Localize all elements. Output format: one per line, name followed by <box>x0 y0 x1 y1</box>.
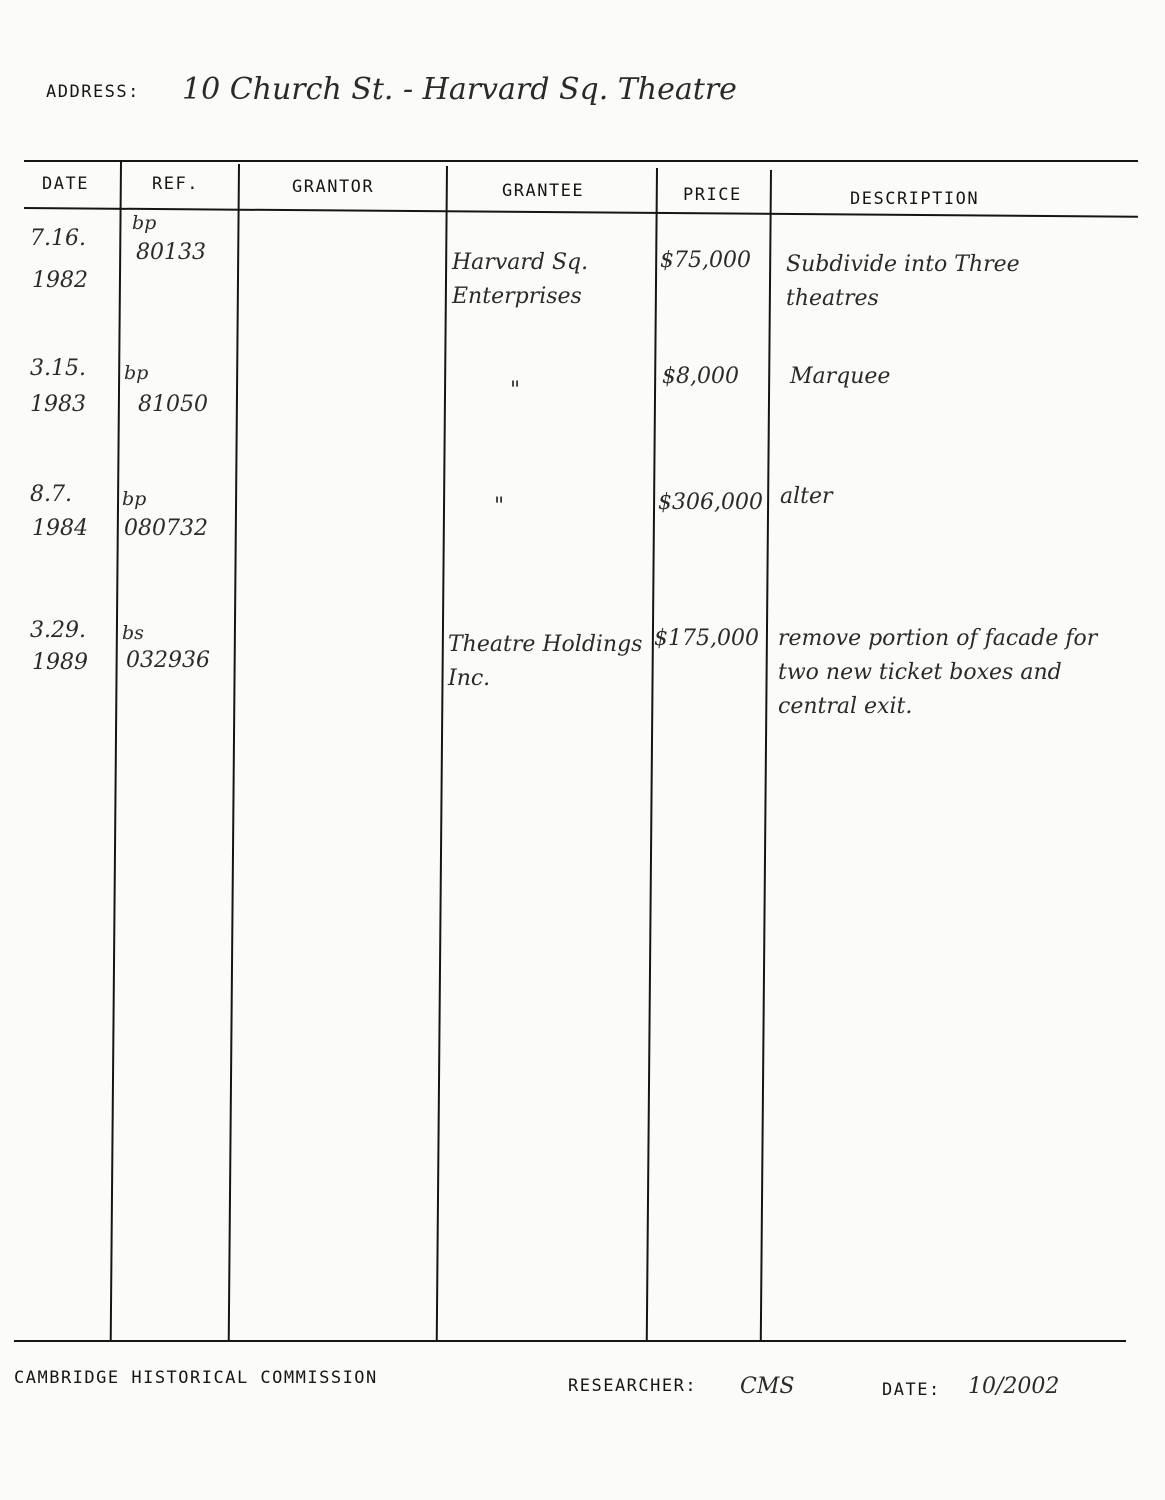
column-header-description: DESCRIPTION <box>850 189 980 209</box>
row-3-grantee: " <box>494 494 505 519</box>
column-divider-date <box>110 162 122 1340</box>
row-4-price: $175,000 <box>654 626 759 651</box>
row-1-price: $75,000 <box>660 248 751 273</box>
table-top-rule <box>24 160 1138 162</box>
address-label: ADDRESS: <box>46 82 140 102</box>
row-4-ref-type: bs <box>122 622 144 644</box>
row-3-ref-number: 080732 <box>124 516 208 541</box>
column-divider-price <box>760 170 772 1340</box>
row-2-grantee: " <box>510 378 521 403</box>
row-1-description: Subdivide into Three theatres <box>786 252 1020 311</box>
row-1-ref-type: bp <box>132 212 157 234</box>
column-header-grantor: GRANTOR <box>292 177 375 197</box>
row-3-description: alter <box>780 484 833 509</box>
row-3-price: $306,000 <box>658 490 763 515</box>
row-4-date-day: 3.29. <box>30 618 86 643</box>
table-bottom-rule <box>14 1340 1126 1342</box>
row-3-date-year: 1984 <box>32 516 88 541</box>
column-header-grantee: GRANTEE <box>502 181 585 201</box>
column-header-ref: REF. <box>152 174 199 194</box>
footer-date-value: 10/2002 <box>968 1374 1060 1399</box>
footer-researcher-value: CMS <box>740 1374 795 1399</box>
footer-date-label: DATE: <box>882 1380 941 1400</box>
column-divider-grantor <box>436 166 448 1340</box>
column-divider-grantee <box>646 168 658 1340</box>
row-4-ref-number: 032936 <box>126 648 210 673</box>
column-divider-ref <box>228 164 240 1340</box>
row-4-grantee: Theatre Holdings Inc. <box>448 632 643 691</box>
row-3-ref-type: bp <box>122 488 147 510</box>
column-header-date: DATE <box>42 174 89 194</box>
column-header-price: PRICE <box>683 185 742 205</box>
address-value: 10 Church St. - Harvard Sq. Theatre <box>182 72 737 107</box>
row-2-description: Marquee <box>790 364 891 389</box>
row-1-date-day: 7.16. <box>30 226 86 251</box>
footer-commission: CAMBRIDGE HISTORICAL COMMISSION <box>14 1368 378 1388</box>
row-4-date-year: 1989 <box>32 650 88 675</box>
row-2-ref-type: bp <box>124 362 149 384</box>
row-1-date-year: 1982 <box>32 268 88 293</box>
row-2-ref-number: 81050 <box>138 392 208 417</box>
row-2-price: $8,000 <box>662 364 739 389</box>
row-1-ref-number: 80133 <box>136 240 206 265</box>
footer-researcher-label: RESEARCHER: <box>568 1376 698 1396</box>
row-2-date-day: 3.15. <box>30 356 86 381</box>
row-4-description: remove portion of facade for two new ticket boxes and central exit. <box>778 626 1098 719</box>
row-2-date-year: 1983 <box>30 392 86 417</box>
row-1-grantee: Harvard Sq. Enterprises <box>452 250 589 309</box>
row-3-date-day: 8.7. <box>30 482 72 507</box>
